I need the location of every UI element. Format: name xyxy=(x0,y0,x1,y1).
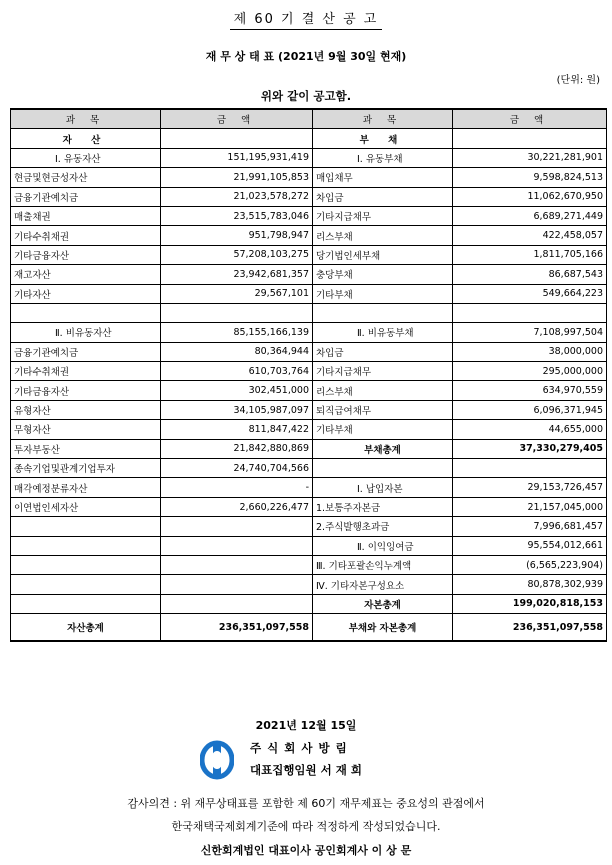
asset-item-label: 무형자산 xyxy=(11,420,161,439)
table-row xyxy=(11,594,607,613)
asset-amount: 610,703,764 xyxy=(161,362,313,381)
statement-subtitle: 재 무 상 태 표 (2021년 9월 30일 현재) xyxy=(205,50,407,63)
audit-opinion-line2: 한국채택국제회계기준에 따라 적정하게 작성되었습니다. xyxy=(171,820,441,833)
asset-amount: 21,991,105,853 xyxy=(161,168,313,187)
liability-equity-amount: 11,062,670,950 xyxy=(453,187,607,206)
total-liab-equity-label: 부채와 자본총계 xyxy=(313,614,453,642)
liability-equity-item-label: 기타지급채무 xyxy=(313,206,453,225)
table-row xyxy=(11,478,607,497)
liability-equity-amount: 80,878,302,939 xyxy=(453,575,607,594)
notice-date: 2021년 12월 15일 xyxy=(255,719,357,732)
asset-amount: 23,942,681,357 xyxy=(161,265,313,284)
liability-equity-item-label: 차입금 xyxy=(313,187,453,206)
total-assets-amount: 236,351,097,558 xyxy=(161,614,313,642)
asset-item-label: 기타수취채권 xyxy=(11,362,161,381)
liability-equity-item-label: 당기법인세부채 xyxy=(313,245,453,264)
liability-equity-item-label: Ⅱ. 이익잉여금 xyxy=(313,536,453,555)
liability-equity-amount: 44,655,000 xyxy=(453,420,607,439)
asset-item-label: 매각예정분류자산 xyxy=(11,478,161,497)
asset-amount: 34,105,987,097 xyxy=(161,400,313,419)
asset-amount: 151,195,931,419 xyxy=(161,148,313,167)
liability-equity-amount: 7,108,997,504 xyxy=(453,323,607,342)
asset-amount: 302,451,000 xyxy=(161,381,313,400)
asset-amount xyxy=(161,536,313,555)
asset-amount xyxy=(161,555,313,574)
liability-equity-amount: (6,565,223,904) xyxy=(453,555,607,574)
table-row xyxy=(11,575,607,594)
liability-equity-item-label: Ⅳ. 기타자본구성요소 xyxy=(313,575,453,594)
asset-amount: - xyxy=(161,478,313,497)
liability-equity-item-label: 기타지급채무 xyxy=(313,362,453,381)
col-header-right-item: 과 목 xyxy=(313,109,453,129)
asset-amount: 24,740,704,566 xyxy=(161,459,313,478)
asset-amount: 57,208,103,275 xyxy=(161,245,313,264)
col-header-left-item: 과 목 xyxy=(11,109,161,129)
table-row xyxy=(11,168,607,187)
asset-amount: 21,842,880,869 xyxy=(161,439,313,458)
liability-equity-amount: 1,811,705,166 xyxy=(453,245,607,264)
notice-title: 제 60 기 결 산 공 고 xyxy=(0,8,612,27)
asset-amount: 85,155,166,139 xyxy=(161,323,313,342)
liability-equity-amount: 295,000,000 xyxy=(453,362,607,381)
liability-equity-item-label: 차입금 xyxy=(313,342,453,361)
table-row xyxy=(11,265,607,284)
section-header-row xyxy=(11,129,607,148)
asset-amount xyxy=(161,517,313,536)
liability-equity-item-label: Ⅰ. 납입자본 xyxy=(313,478,453,497)
table-row xyxy=(11,342,607,361)
liability-equity-amount: 634,970,559 xyxy=(453,381,607,400)
table-row xyxy=(11,148,607,167)
asset-amount xyxy=(161,303,313,322)
table-row xyxy=(11,381,607,400)
table-row xyxy=(11,439,607,458)
table-row xyxy=(11,362,607,381)
auditor-signature: 신한회계법인 대표이사 공인회계사 이 상 문 xyxy=(200,844,412,857)
liability-equity-amount: 86,687,543 xyxy=(453,265,607,284)
table-row xyxy=(11,555,607,574)
asset-item-label: 이연법인세자산 xyxy=(11,497,161,516)
table-row xyxy=(11,187,607,206)
asset-item-label: 기타금융자산 xyxy=(11,381,161,400)
asset-amount: 80,364,944 xyxy=(161,342,313,361)
table-row xyxy=(11,459,607,478)
table-row xyxy=(11,400,607,419)
asset-amount: 811,847,422 xyxy=(161,420,313,439)
asset-item-label: 기타자산 xyxy=(11,284,161,303)
liability-equity-amount: 422,458,057 xyxy=(453,226,607,245)
liability-equity-amount: 29,153,726,457 xyxy=(453,478,607,497)
liability-equity-amount: 38,000,000 xyxy=(453,342,607,361)
liability-equity-item-label: 부채총계 xyxy=(313,439,453,458)
table-row xyxy=(11,303,607,322)
liability-equity-amount: 30,221,281,901 xyxy=(453,148,607,167)
asset-amount: 29,567,101 xyxy=(161,284,313,303)
liability-equity-amount: 199,020,818,153 xyxy=(453,594,607,613)
asset-amount: 21,023,578,272 xyxy=(161,187,313,206)
balance-sheet-table xyxy=(10,108,607,642)
unit-label: (단위: 원) xyxy=(556,75,600,86)
table-row xyxy=(11,284,607,303)
liability-equity-amount xyxy=(453,459,607,478)
liability-equity-amount: 9,598,824,513 xyxy=(453,168,607,187)
asset-amount: 951,798,947 xyxy=(161,226,313,245)
asset-item-label xyxy=(11,536,161,555)
liability-equity-amount xyxy=(453,303,607,322)
liability-equity-item-label: Ⅰ. 유동부채 xyxy=(313,148,453,167)
liability-equity-amount: 21,157,045,000 xyxy=(453,497,607,516)
table-row xyxy=(11,323,607,342)
liability-equity-amount: 37,330,279,405 xyxy=(453,439,607,458)
liability-equity-item-label: 충당부채 xyxy=(313,265,453,284)
total-row xyxy=(11,614,607,642)
liability-equity-amount: 6,689,271,449 xyxy=(453,206,607,225)
asset-amount: 23,515,783,046 xyxy=(161,206,313,225)
asset-item-label: 현금및현금성자산 xyxy=(11,168,161,187)
total-liab-equity-amount: 236,351,097,558 xyxy=(453,614,607,642)
asset-item-label xyxy=(11,303,161,322)
liability-equity-amount: 549,664,223 xyxy=(453,284,607,303)
asset-item-label: 금융기관예치금 xyxy=(11,342,161,361)
liability-equity-item-label: 매입채무 xyxy=(313,168,453,187)
col-header-left-amount: 금 액 xyxy=(161,109,313,129)
section-liabilities: 부 채 xyxy=(313,129,453,148)
liability-equity-item-label: 리스부채 xyxy=(313,226,453,245)
liability-equity-item-label: 1.보통주자본금 xyxy=(313,497,453,516)
liability-equity-item-label xyxy=(313,303,453,322)
asset-item-label: 금융기관예치금 xyxy=(11,187,161,206)
liability-equity-item-label: Ⅱ. 비유동부채 xyxy=(313,323,453,342)
asset-item-label: 재고자산 xyxy=(11,265,161,284)
liability-equity-item-label: 리스부채 xyxy=(313,381,453,400)
liability-equity-amount: 6,096,371,945 xyxy=(453,400,607,419)
asset-item-label: 유형자산 xyxy=(11,400,161,419)
total-assets-label: 자산총계 xyxy=(11,614,161,642)
liability-equity-item-label: 2.주식발행초과금 xyxy=(313,517,453,536)
asset-amount xyxy=(161,594,313,613)
liability-equity-item-label xyxy=(313,459,453,478)
table-row xyxy=(11,497,607,516)
asset-item-label xyxy=(11,594,161,613)
liability-equity-amount: 7,996,681,457 xyxy=(453,517,607,536)
asset-item-label: 투자부동산 xyxy=(11,439,161,458)
asset-amount xyxy=(161,575,313,594)
table-row xyxy=(11,517,607,536)
asset-item-label: 기타수취채권 xyxy=(11,226,161,245)
asset-item-label: Ⅰ. 유동자산 xyxy=(11,148,161,167)
company-logo-icon xyxy=(200,740,234,780)
liability-equity-item-label: 기타부채 xyxy=(313,284,453,303)
asset-item-label xyxy=(11,575,161,594)
table-row xyxy=(11,245,607,264)
section-assets: 자 산 xyxy=(11,129,161,148)
table-row xyxy=(11,420,607,439)
ceo-name: 대표집행임원 서 재 희 xyxy=(250,763,362,777)
table-row xyxy=(11,536,607,555)
asset-item-label xyxy=(11,517,161,536)
table-header-row xyxy=(11,109,607,129)
liability-equity-item-label: 퇴직급여채무 xyxy=(313,400,453,419)
table-row xyxy=(11,206,607,225)
company-name: 주 식 회 사 방 림 xyxy=(250,741,348,755)
liability-equity-item-label: 자본총계 xyxy=(313,594,453,613)
asset-item-label: Ⅱ. 비유동자산 xyxy=(11,323,161,342)
audit-opinion-line1: 감사의견 : 위 재무상태표를 포함한 제 60기 재무제표는 중요성의 관점에서 xyxy=(127,797,485,810)
announcement-text: 위와 같이 공고함. xyxy=(260,89,352,103)
asset-item-label: 매출채권 xyxy=(11,206,161,225)
asset-item-label: 기타금융자산 xyxy=(11,245,161,264)
liability-equity-item-label: Ⅲ. 기타포괄손익누계액 xyxy=(313,555,453,574)
asset-item-label xyxy=(11,555,161,574)
table-row xyxy=(11,226,607,245)
liability-equity-amount: 95,554,012,661 xyxy=(453,536,607,555)
asset-amount: 2,660,226,477 xyxy=(161,497,313,516)
col-header-right-amount: 금 액 xyxy=(453,109,607,129)
asset-item-label: 종속기업및관계기업투자 xyxy=(11,459,161,478)
liability-equity-item-label: 기타부채 xyxy=(313,420,453,439)
